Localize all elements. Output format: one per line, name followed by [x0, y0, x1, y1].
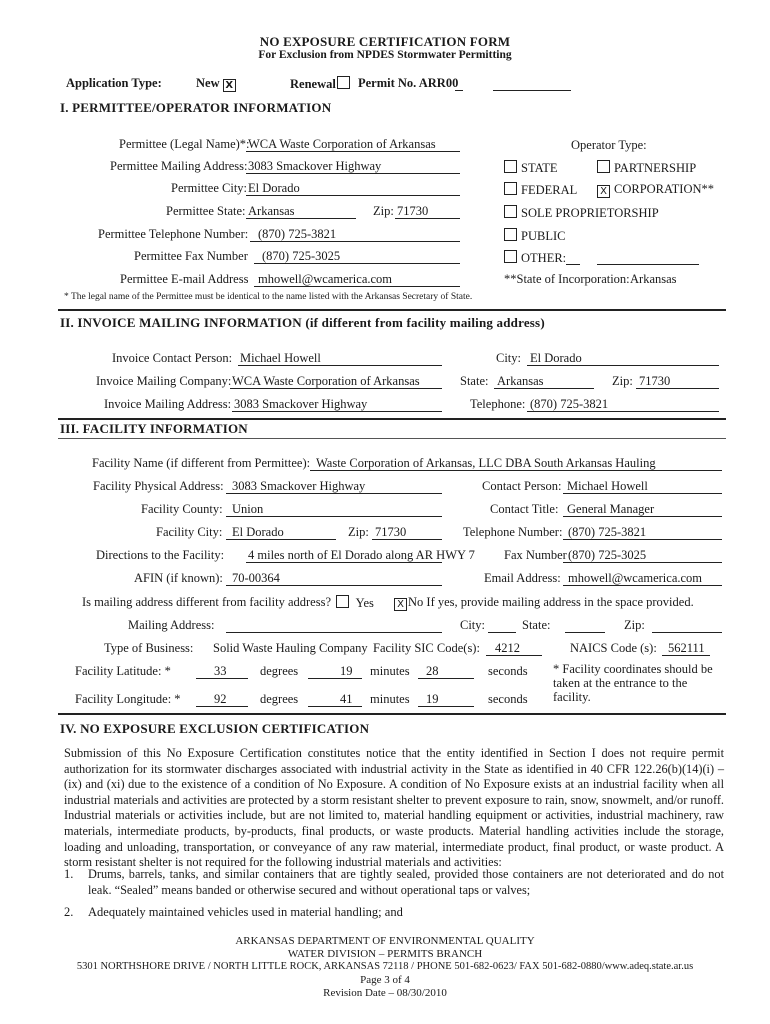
facility-zip-label: Zip:: [348, 525, 369, 539]
operator-partnership[interactable]: PARTNERSHIP: [597, 160, 696, 176]
section-1-heading: I. PERMITTEE/OPERATOR INFORMATION: [60, 100, 332, 115]
business-value[interactable]: Solid Waste Hauling Company: [213, 641, 368, 655]
permittee-phone-value[interactable]: (870) 725-3821: [258, 227, 337, 241]
footer-address: 5301 NORTHSHORE DRIVE / NORTH LITTLE ROCK, ARKANSAS 72118 / PHONE 501-682-0623/ FAX 501-682-0880/www.adeq.state.ar.us: [76, 961, 694, 972]
longitude-degrees[interactable]: 92: [214, 692, 227, 706]
section-2-heading: II. INVOICE MAILING INFORMATION (if different from facility mailing address): [60, 315, 545, 330]
alt-mailing-label: Mailing Address:: [128, 618, 215, 632]
incorporation-label: **State of Incorporation:: [504, 272, 630, 286]
invoice-contact-value[interactable]: Michael Howell: [240, 351, 321, 365]
directions-label: Directions to the Facility:: [96, 548, 225, 562]
no-checkbox[interactable]: X: [394, 598, 407, 611]
permittee-city-label: Permittee City:: [171, 181, 248, 195]
permittee-zip-value[interactable]: 71730: [397, 204, 429, 218]
facility-name-label: Facility Name (if different from Permittee):: [92, 456, 311, 470]
footer-revision-date: Revision Date – 08/30/2010: [323, 987, 447, 999]
invoice-phone-label: Telephone:: [470, 397, 526, 411]
facility-county-value[interactable]: Union: [232, 502, 264, 516]
invoice-address-label: Invoice Mailing Address:: [104, 397, 232, 411]
mailing-address-label: Permittee Mailing Address:: [110, 159, 248, 173]
facility-phone-value[interactable]: (870) 725-3821: [568, 525, 647, 539]
mailing-different-question: Is mailing address different from facility address?: [82, 595, 331, 609]
no-exposure-paragraph: Submission of this No Exposure Certification constitutes notice that the entity identified in Section I does not require permit authorization for its stormwater discharges associated with industrial activity in the State as identified in 40 CFR 122.26(b)(14)(i) – (ix) and (xi) due to the existence of a condition of No Exposure. A condition of No Exposure exists at an industrial facility when all industrial materials and activities are protected by a storm resistant shelter to prevent exposure to rain, snow, snowmelt, and/or runoff. Industrial materials or activities include, but are not limited to, material handling equipment or activities, industrial machinery, raw materials, intermediate products, by-products, final products, or waste products. Material handling activities include the storage, loading and unloading, transportation, or conveyance of any raw material, intermediate product, final product, or waste product. A storm resistant shelter is not required for the following industrial materials and activities:: [64, 746, 724, 870]
invoice-state-value[interactable]: Arkansas: [497, 374, 544, 388]
facility-email-label: Email Address:: [484, 571, 561, 585]
corporation-checkbox[interactable]: X: [597, 185, 610, 198]
application-type-label: Application Type:: [66, 76, 162, 90]
facility-email-value[interactable]: mhowell@wcamerica.com: [568, 571, 703, 585]
sic-value[interactable]: 4212: [495, 641, 520, 655]
latitude-label: Facility Latitude: *: [75, 664, 171, 678]
section-4-heading: IV. NO EXPOSURE EXCLUSION CERTIFICATION: [60, 721, 370, 736]
operator-public[interactable]: PUBLIC: [504, 228, 565, 244]
federal-checkbox[interactable]: [504, 182, 517, 195]
facility-address-label: Facility Physical Address:: [93, 479, 224, 493]
naics-value[interactable]: 562111: [668, 641, 705, 655]
permittee-fax-label: Permittee Fax Number: [134, 249, 248, 263]
facility-fax-label: Fax Number: [504, 548, 567, 562]
other-checkbox[interactable]: [504, 250, 517, 263]
longitude-seconds-label: seconds: [488, 692, 528, 706]
footer-division: WATER DIVISION – PERMITS BRANCH: [287, 948, 483, 960]
business-label: Type of Business:: [104, 641, 194, 655]
footer-agency: ARKANSAS DEPARTMENT OF ENVIRONMENTAL QUALITY: [235, 935, 535, 947]
facility-county-label: Facility County:: [141, 502, 223, 516]
public-checkbox[interactable]: [504, 228, 517, 241]
invoice-zip-label: Zip:: [612, 374, 633, 388]
operator-federal[interactable]: FEDERAL: [504, 182, 577, 198]
mailing-different-no[interactable]: X No If yes, provide mailing address in the space provided.: [394, 595, 694, 611]
latitude-degrees[interactable]: 33: [214, 664, 227, 678]
permittee-state-value[interactable]: Arkansas: [248, 204, 295, 218]
form-title: NO EXPOSURE CERTIFICATION FORM: [259, 34, 511, 49]
coordinates-note: * Facility coordinates should be taken at the entrance to the facility.: [553, 662, 713, 704]
item-1-number: 1.: [64, 867, 74, 881]
partnership-checkbox[interactable]: [597, 160, 610, 173]
facility-contact-value[interactable]: Michael Howell: [567, 479, 648, 493]
legal-name-value[interactable]: WCA Waste Corporation of Arkansas: [248, 137, 436, 151]
invoice-contact-label: Invoice Contact Person:: [112, 351, 233, 365]
sic-label: Facility SIC Code(s):: [373, 641, 480, 655]
facility-city-label: Facility City:: [156, 525, 223, 539]
facility-fax-value[interactable]: (870) 725-3025: [568, 548, 647, 562]
longitude-seconds[interactable]: 19: [426, 692, 439, 706]
invoice-phone-value[interactable]: (870) 725-3821: [530, 397, 609, 411]
form-subtitle: For Exclusion from NPDES Stormwater Permitting: [258, 49, 512, 61]
longitude-minutes-label: minutes: [370, 692, 410, 706]
operator-other[interactable]: OTHER:: [504, 250, 566, 266]
permittee-phone-label: Permittee Telephone Number:: [98, 227, 249, 241]
operator-state[interactable]: STATE: [504, 160, 558, 176]
application-renewal[interactable]: Renewal: [290, 76, 354, 92]
incorporation-state[interactable]: Arkansas: [630, 272, 677, 286]
invoice-zip-value[interactable]: 71730: [639, 374, 671, 388]
state-checkbox[interactable]: [504, 160, 517, 173]
invoice-company-label: Invoice Mailing Company:: [96, 374, 232, 388]
facility-city-value[interactable]: El Dorado: [232, 525, 284, 539]
invoice-state-label: State:: [460, 374, 489, 388]
latitude-degrees-label: degrees: [260, 664, 299, 678]
facility-name-value[interactable]: Waste Corporation of Arkansas, LLC DBA South Arkansas Hauling: [316, 456, 656, 470]
legal-name-label: Permittee (Legal Name)*:: [119, 137, 250, 151]
invoice-city-value[interactable]: El Dorado: [530, 351, 582, 365]
section-3-heading: III. FACILITY INFORMATION: [60, 421, 248, 436]
latitude-minutes-label: minutes: [370, 664, 410, 678]
permittee-fax-value[interactable]: (870) 725-3025: [262, 249, 341, 263]
facility-address-value[interactable]: 3083 Smackover Highway: [232, 479, 366, 493]
item-1-text: Drums, barrels, tanks, and similar containers that are tightly sealed, provided those containers are not deteriorated and do not leak. “Sealed” means banded or otherwise secured and without operational taps or valves;: [88, 867, 724, 897]
operator-type-label: Operator Type:: [571, 138, 647, 152]
invoice-city-label: City:: [496, 351, 522, 365]
longitude-label: Facility Longitude: *: [75, 692, 181, 706]
longitude-minutes[interactable]: 41: [340, 692, 353, 706]
facility-title-label: Contact Title:: [490, 502, 559, 516]
naics-label: NAICS Code (s):: [570, 641, 657, 655]
longitude-degrees-label: degrees: [260, 692, 299, 706]
afin-value[interactable]: 70-00364: [232, 571, 280, 585]
application-new[interactable]: New X: [196, 76, 240, 92]
sole-checkbox[interactable]: [504, 205, 517, 218]
item-2-text: Adequately maintained vehicles used in material handling; and: [88, 905, 403, 919]
alt-zip-label: Zip:: [624, 618, 645, 632]
mailing-different-yes[interactable]: Yes: [336, 595, 374, 611]
item-2-number: 2.: [64, 905, 74, 919]
facility-contact-label: Contact Person:: [482, 479, 562, 493]
latitude-minutes[interactable]: 19: [340, 664, 353, 678]
directions-value[interactable]: 4 miles north of El Dorado along AR HWY 7: [248, 548, 475, 562]
invoice-company-value[interactable]: WCA Waste Corporation of Arkansas: [232, 374, 420, 388]
facility-title-value[interactable]: General Manager: [567, 502, 655, 516]
invoice-address-value[interactable]: 3083 Smackover Highway: [234, 397, 368, 411]
facility-zip-value[interactable]: 71730: [375, 525, 407, 539]
permittee-email-label: Permittee E-mail Address: [120, 272, 249, 286]
new-checkbox[interactable]: X: [223, 79, 236, 92]
afin-label: AFIN (if known):: [134, 571, 223, 585]
latitude-seconds-label: seconds: [488, 664, 528, 678]
legal-name-footnote: * The legal name of the Permittee must be identical to the name listed with the Arkansas Secretary of State.: [64, 292, 473, 302]
permittee-state-label: Permittee State:: [166, 204, 246, 218]
alt-state-label: State:: [522, 618, 551, 632]
permit-no-label: Permit No. ARR00: [358, 76, 459, 90]
permittee-city-value[interactable]: El Dorado: [248, 181, 300, 195]
operator-sole-proprietorship[interactable]: SOLE PROPRIETORSHIP: [504, 205, 659, 221]
mailing-address-value[interactable]: 3083 Smackover Highway: [248, 159, 382, 173]
operator-corporation[interactable]: X CORPORATION**: [597, 182, 714, 198]
permittee-zip-label: Zip:: [373, 204, 394, 218]
renewal-checkbox[interactable]: [337, 76, 350, 89]
facility-phone-label: Telephone Number:: [463, 525, 563, 539]
alt-city-label: City:: [460, 618, 486, 632]
latitude-seconds[interactable]: 28: [426, 664, 439, 678]
footer-page-number: Page 3 of 4: [360, 974, 410, 986]
permittee-email-value[interactable]: mhowell@wcamerica.com: [258, 272, 393, 286]
yes-checkbox[interactable]: [336, 595, 349, 608]
